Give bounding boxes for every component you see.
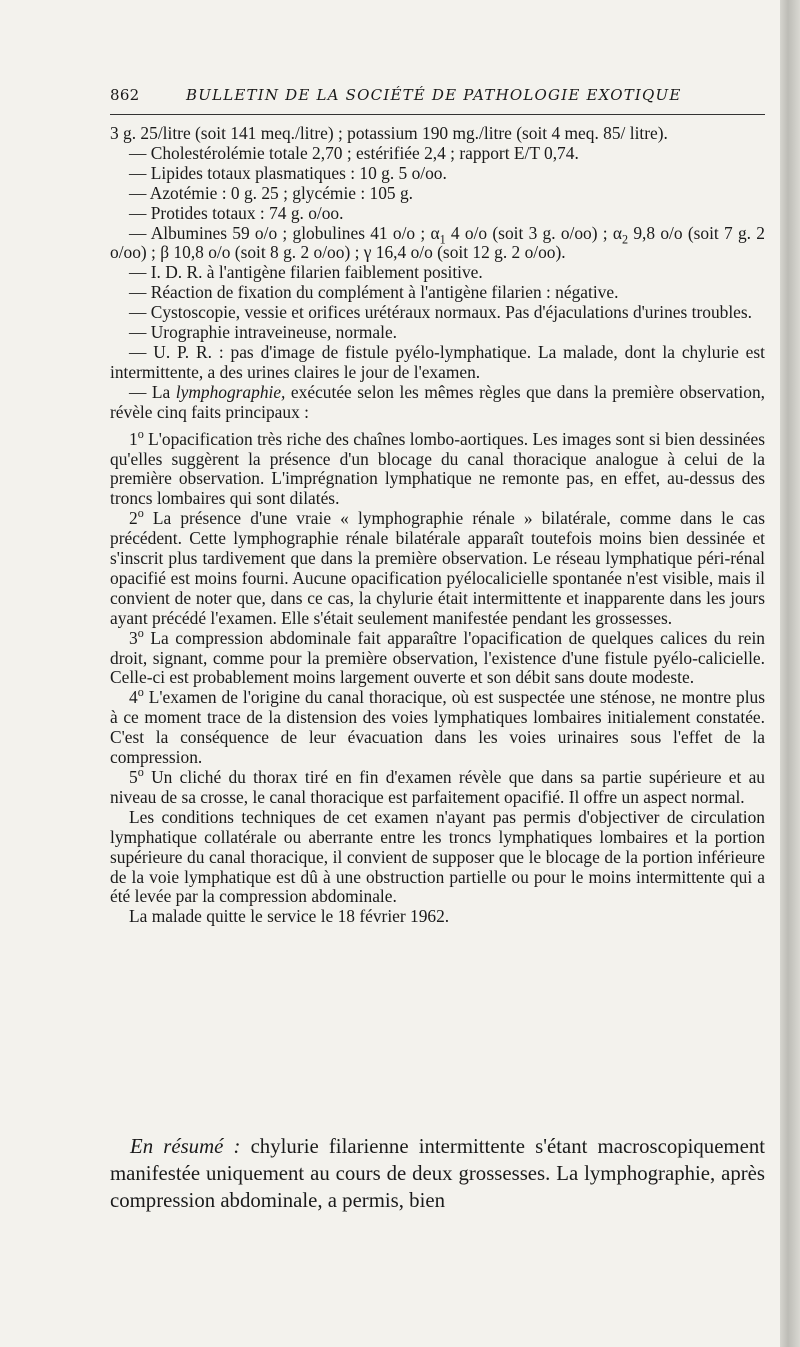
ordinal-mark: o (137, 685, 144, 700)
article-body (110, 124, 765, 927)
albumin-text-b: 4 o/o (soit 3 g. o/oo) ; α (445, 222, 623, 243)
albumin-text-c: 9,8 o/o (soit 7 g. 2 o/oo) ; β 10,8 o/o (soit 8 g. 2 o/oo) ; γ 16,4 o/o (soit 12 g. 2 o/oo). (110, 222, 765, 263)
lab-result-line: — Lipides totaux plasmatiques : 10 g. 5 o/oo. (129, 162, 447, 183)
finding-2 (110, 506, 765, 628)
finding-number: 5 (129, 767, 138, 787)
intro-text-a: — La (129, 381, 176, 402)
lab-result-line: — Urographie intraveineuse, normale. (129, 322, 398, 343)
finding-text: L'opacification très riche des chaînes lombo-aortiques. Les images sont si bien dessinées qu'elles suggèrent la présence d'un blocage du canal thoracique analogue à celui de la première observation. L'imprégnation lymphatique ne remonte pas, en effet, au-dessus des troncs lombaires qui sont dilatés. (110, 428, 765, 509)
ordinal-mark: o (137, 426, 144, 441)
discharge-line: La malade quitte le service le 18 février 1962. (129, 906, 450, 927)
intro-text-c: exécutée selon les mêmes règles que dans la première observation, révèle cinq faits principaux : (110, 381, 765, 422)
summary-text: chylurie filarienne intermittente s'étant macroscopiquement manifestée uniquement au cours de deux grossesses. La lymphographie, après compression abdominale, a permis, bien (110, 1135, 766, 1212)
conditions-paragraph: Les conditions techniques de cet examen n'ayant pas permis d'objectiver de circulation lymphatique collatérale ou aberrante entre les troncs lymphatiques lombaires et la portion supérieure du canal thoracique, il convient de supposer que le blocage de la portion inférieure de la voie lymphatique est dû à une obstruction partielle ou pour le moins intermittente qui a été levée par la compression abdominale. (110, 806, 765, 907)
finding-3 (110, 625, 765, 689)
finding-4 (110, 685, 765, 768)
albumin-text-a: — Albumines 59 o/o ; globulines 41 o/o ; α (129, 222, 440, 243)
finding-text: La compression abdominale fait apparaître l'opacification de quelques calices du rein droit, signant, comme pour la première observation, l'existence d'une fistule pyélo-calicielle. Celle-ci est probablement moins largement ouverte et son débit sans doute modeste. (110, 627, 765, 688)
lab-result-line: 3 g. 25/litre (soit 141 meq./litre) ; potassium 190 mg./litre (soit 4 meq. 85/ litre). (110, 123, 668, 143)
page-edge-shadow (780, 0, 800, 1347)
finding-number: 1 (129, 428, 138, 449)
lab-result-line: — Azotémie : 0 g. 25 ; glycémie : 105 g. (129, 182, 413, 203)
intro-text-italic: lymphographie, (175, 381, 286, 402)
finding-number: 4 (129, 687, 138, 708)
ordinal-mark: o (137, 506, 144, 521)
lab-result-line: — U. P. R. : pas d'image de fistule pyélo-lymphatique. La malade, dont la chylurie est intermittente, a des urines claires le jour de l'examen. (110, 341, 765, 382)
finding-5 (110, 765, 765, 808)
ordinal-mark: o (137, 765, 144, 780)
page-header (110, 86, 765, 108)
page-number: 862 (110, 86, 140, 104)
finding-number: 2 (129, 508, 138, 529)
summary-paragraph (110, 1133, 765, 1214)
finding-text: Un cliché du thorax tiré en fin d'examen révèle que dans sa partie supérieure et au niveau de sa crosse, le canal thoracique est parfaitement opacifié. Il offre un aspect normal. (110, 767, 765, 807)
finding-1 (110, 426, 765, 510)
finding-text: La présence d'une vraie « lymphographie rénale » bilatérale, comme dans le cas précédent. Cette lymphographie rénale bilatérale apparaît toutefois moins bien dessinée et s'inscrit plus tardivement que dans la première observation. Le réseau lymphatique péri-rénal opacifié est moins fourni. Aucune opacification pyélocalicielle spontanée n'est visible, mais il convient de noter que, dans ce cas, la chylurie était intermittente et inapparente dans les jours ayant précédé l'examen. Elle s'était seulement manifestée pendant les grossesses. (110, 508, 765, 628)
summary-section (110, 1133, 765, 1214)
summary-label: En résumé : (130, 1135, 241, 1158)
lab-result-line: — Cholestérolémie totale 2,70 ; estérifiée 2,4 ; rapport E/T 0,74. (129, 142, 579, 163)
subscript: 1 (439, 232, 446, 246)
lymphography-intro (110, 383, 765, 423)
lab-result-line (110, 224, 765, 264)
subscript: 2 (622, 232, 629, 246)
lab-result-line: — Protides totaux : 74 g. o/oo. (129, 202, 344, 223)
header-rule (110, 114, 765, 115)
ordinal-mark: o (137, 625, 144, 640)
finding-number: 3 (129, 627, 138, 648)
lab-result-line: — I. D. R. à l'antigène filarien faiblement positive. (129, 262, 483, 283)
finding-text: L'examen de l'origine du canal thoracique, où est suspectée une sténose, ne montre plus à ce moment trace de la distension des voies lymphatiques lombaires initialement constatée. C'est la conséquence de leur évacuation dans les voies urinaires sous l'effet de la compression. (110, 687, 765, 768)
lab-result-line: — Réaction de fixation du complément à l'antigène filarien : négative. (129, 282, 619, 303)
lab-result-line: — Cystoscopie, vessie et orifices urétéraux normaux. Pas d'éjaculations d'urines troubles. (129, 302, 752, 323)
running-title: BULLETIN DE LA SOCIÉTÉ DE PATHOLOGIE EXOTIQUE (186, 86, 682, 104)
